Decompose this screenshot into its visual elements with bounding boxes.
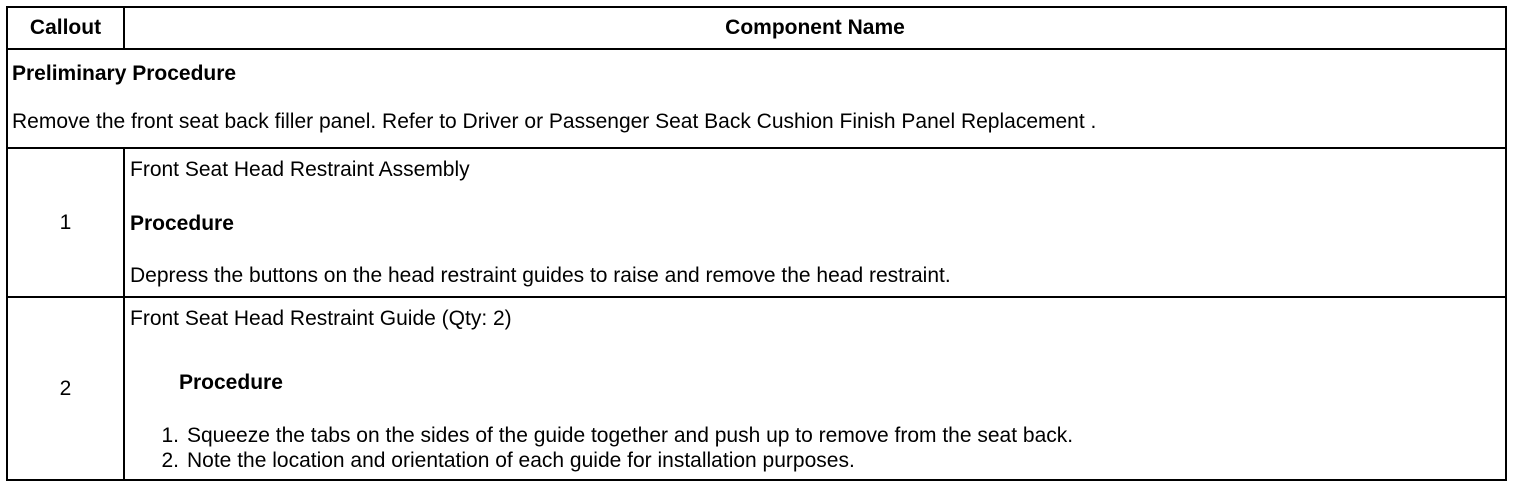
step-number: 1. [161,424,179,447]
preliminary-row [7,49,1506,148]
step-text: Squeeze the tabs on the sides of the guide together and push up to remove from the seat back. [187,424,1074,447]
table-row [7,297,1506,480]
callout-number: 1 [7,148,124,297]
component-name: Front Seat Head Restraint Guide (Qty: 2) [130,307,512,330]
table-header-row [7,7,1506,49]
table-row [7,148,1506,297]
preliminary-cell [7,49,1506,148]
preliminary-title: Preliminary Procedure [12,62,237,85]
component-name: Front Seat Head Restraint Assembly [130,158,470,181]
procedure-title: Procedure [130,212,234,235]
procedure-text: Depress the buttons on the head restraint guides to raise and remove the head restraint. [130,264,951,287]
callout-number: 2 [7,297,124,480]
preliminary-text: Remove the front seat back filler panel. Refer to Driver or Passenger Seat Back Cushion Finish Panel Replacement . [12,110,1097,133]
header-component-name: Component Name [124,7,1506,49]
component-cell [124,297,1506,480]
step-number: 2. [161,449,179,472]
procedure-steps [130,423,1505,473]
step-text: Note the location and orientation of each guide for installation purposes. [187,449,855,472]
procedure-title: Procedure [179,371,283,394]
list-item [130,423,1505,448]
header-callout: Callout [7,7,124,49]
component-table [6,6,1507,481]
list-item [130,448,1505,473]
component-cell [124,148,1506,297]
